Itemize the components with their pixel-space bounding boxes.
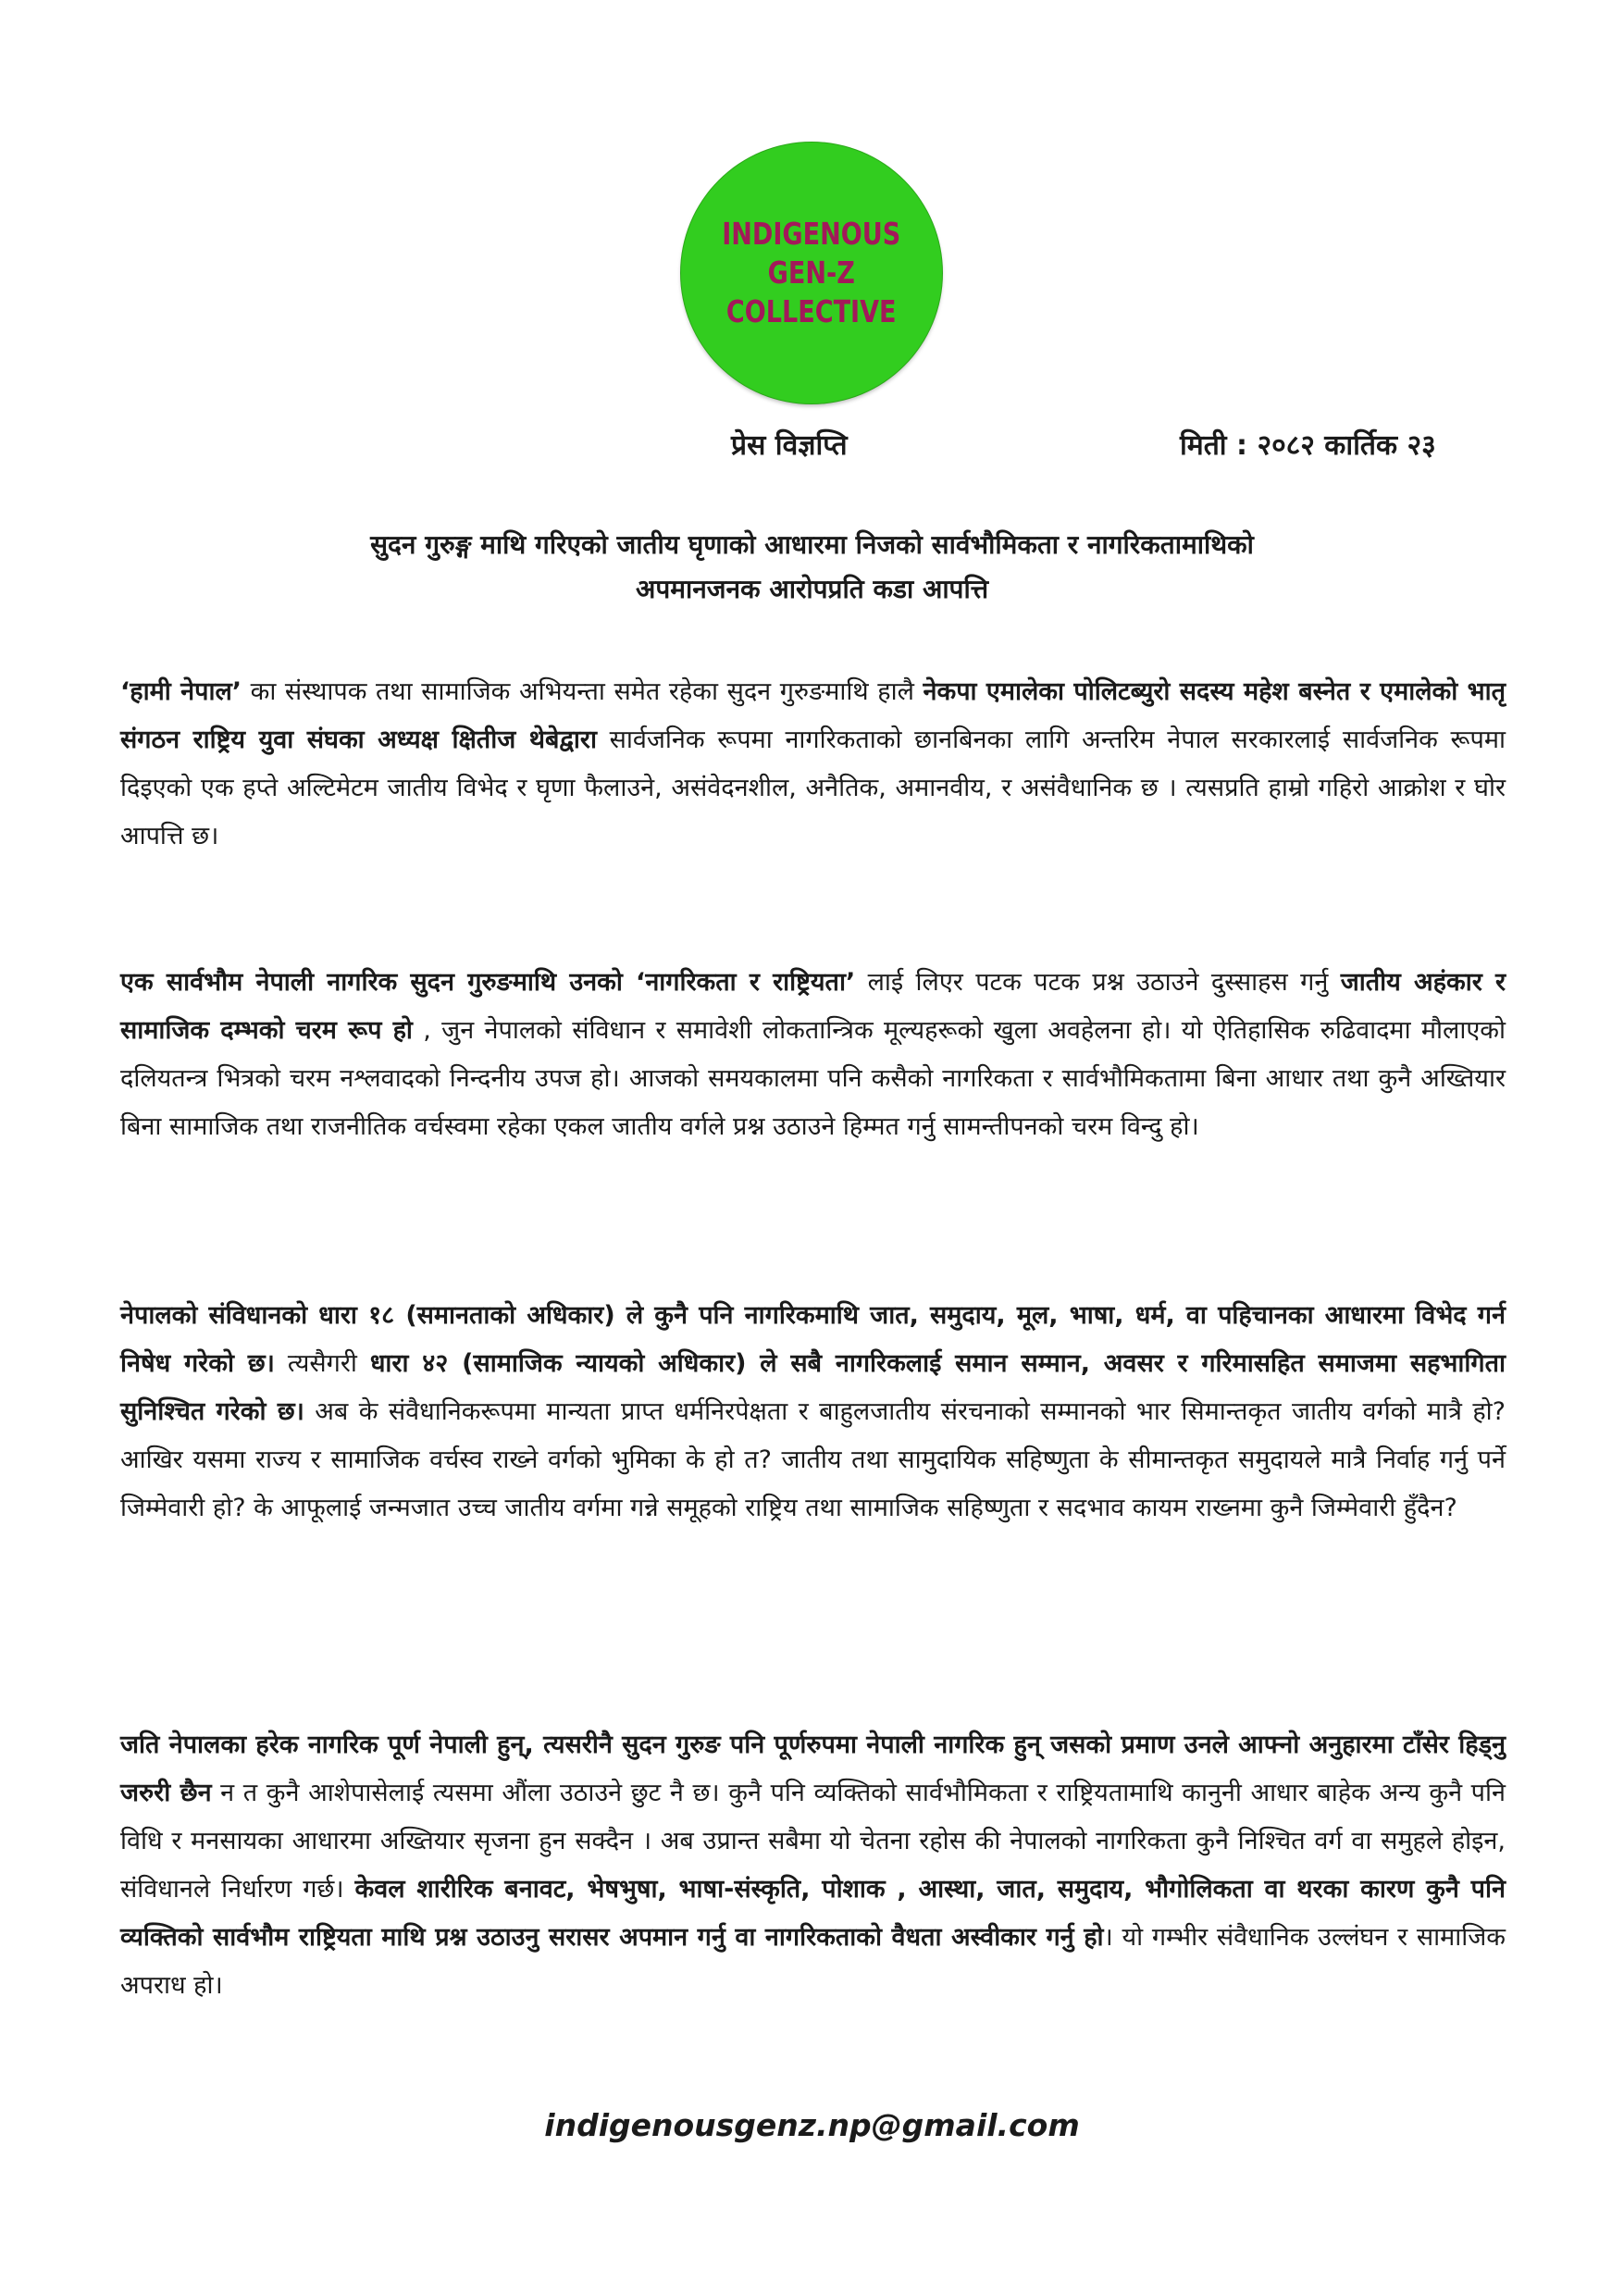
paragraph-1-text-2: सार्वजनिक रूपमा नागरिकताको छानबिनका लागि अन्तरिम नेपाल सरकारलाई सार्वजनिक रूपमा दिइएको एक हप्ते अल्टिमेटम जातीय विभेद र घृणा फैलाउने, असंवेदनशील, अनैतिक, अमानवीय, र असंवैधानिक छ । त्यसप्रति हाम्रो गहिरो आक्रोश र घोर आपत्ति छ। xyxy=(120,726,1506,850)
paragraph-2 xyxy=(120,959,1506,1151)
paragraph-3-bold-2: धारा ४२ (सामाजिक न्यायको अधिकार) ले सबै नागरिकलाई समान सम्मान, अवसर र गरिमासहित समाजमा सहभागिता सुनिश्चित गरेको छ। xyxy=(120,1349,1506,1426)
paragraph-1-bold-2: नेकपा एमालेका पोलिटब्युरो सदस्य महेश बस्नेत र एमालेको भातृ संगठन राष्ट्रिय युवा संघका अध्यक्ष क्षितीज थेबेद्वारा xyxy=(120,677,1506,754)
paragraph-2-text-2: , जुन नेपालको संविधान र समावेशी लोकतान्त्रिक मूल्यहरूको खुला अवहेलना हो। यो ऐतिहासिक रुढिवादमा मौलाएको दलियतन्त्र भित्रको चरम नश्लवादको निन्दनीय उपज हो। आजको समयकालमा पनि कसैको नागरिकता र सार्वभौमिकतामा बिना आधार तथा कुनै अख्तियार बिना सामाजिक तथा राजनीतिक वर्चस्वमा रहेका एकल जातीय वर्गले प्रश्न उठाउने हिम्मत गर्नु सामन्तीपनको चरम विन्दु हो। xyxy=(120,1016,1506,1141)
paragraph-1-text-1: का संस्थापक तथा सामाजिक अभियन्ता समेत रहेका सुदन गुरुङमाथि हालै xyxy=(242,677,924,706)
contact-email[interactable]: indigenousgenz.np@gmail.com xyxy=(544,2107,1080,2143)
logo-line-1: INDIGENOUS xyxy=(722,216,901,252)
paragraph-1 xyxy=(120,668,1506,861)
paragraph-3-text-2: अब के संवैधानिकरूपमा मान्यता प्राप्त धर्मनिरपेक्षता र बाहुलजातीय संरचनाको सम्मानको भार सिमान्तकृत जातीय वर्गको मात्रै हो? आखिर यसमा राज्य र सामाजिक वर्चस्व राख्ने वर्गको भुमिका के हो त? जातीय तथा सामुदायिक सहिष्णुता के सीमान्तकृत समुदायले मात्रै निर्वाह गर्नु पर्ने जिम्मेवारी हो? के आफूलाई जन्मजात उच्च जातीय वर्गमा गन्ने समूहको राष्ट्रिय तथा सामाजिक सहिष्णुता र सदभाव कायम राख्नमा कुनै जिम्मेवारी हुँदैन? xyxy=(120,1397,1506,1522)
paragraph-1-bold-1: ‘हामी नेपाल’ xyxy=(120,677,242,706)
paragraph-2-text-1: लाई लिएर पटक पटक प्रश्न उठाउने दुस्साहस गर्नु xyxy=(855,968,1341,997)
paragraph-4-text-2: । यो गम्भीर संवैधानिक उल्लंघन र सामाजिक अपराध हो। xyxy=(120,1923,1506,2000)
logo-line-2: GEN-Z xyxy=(767,254,856,291)
press-release-label: प्रेस विज्ञप्ति xyxy=(731,429,848,462)
paragraph-4-bold-2: केवल शारीरिक बनावट, भेषभुषा, भाषा-संस्कृति, पोशाक , आस्था, जात, समुदाय, भौगोलिकता वा थरका कारण कुनै पनि व्यक्तिको सार्वभौम राष्ट्रियता माथि प्रश्न उठाउनु सरासर अपमान गर्नु वा नागरिकताको वैधता अस्वीकार गर्नु हो xyxy=(120,1875,1506,1952)
paragraph-4-text-1: न त कुनै आशेपासेलाई त्यसमा औंला उठाउने छुट नै छ। कुनै पनि व्यक्तिको सार्वभौमिकता र राष्ट्रियतामाथि कानुनी आधार बाहेक अन्य कुनै पनि विधि र मनसायका आधारमा अख्तियार सृजना हुन सक्दैन । अब उप्रान्त सबैमा यो चेतना रहोस की नेपालको नागरिकता कुनै निश्चित वर्ग वा समुहले होइन, संविधानले निर्धारण गर्छ। xyxy=(120,1779,1506,1904)
collective-logo xyxy=(681,143,942,403)
paragraph-3 xyxy=(120,1292,1506,1532)
logo-text xyxy=(722,215,900,331)
logo-line-3: COLLECTIVE xyxy=(726,293,897,329)
page-title xyxy=(120,523,1504,612)
title-line-2: अपमानजनक आरोपप्रति कडा आपत्ति xyxy=(635,574,989,604)
paragraph-2-bold-2: जातीय अहंकार र सामाजिक दम्भको चरम रूप हो xyxy=(120,968,1506,1045)
paragraph-4 xyxy=(120,1721,1506,2010)
release-date: मिती : २०८२ कार्तिक २३ xyxy=(1180,429,1436,462)
paragraph-3-bold-1: नेपालको संविधानको धारा १८ (समानताको अधिकार) ले कुनै पनि नागरिकमाथि जात, समुदाय, मूल, भाषा, धर्म, वा पहिचानका आधारमा विभेद गर्न निषेध गरेको छ। xyxy=(120,1301,1506,1378)
paragraph-2-bold-1: एक सार्वभौम नेपाली नागरिक सुदन गुरुङमाथि उनको ‘नागरिकता र राष्ट्रियता’ xyxy=(120,968,856,997)
title-line-1: सुदन गुरुङ्ग माथि गरिएको जातीय घृणाको आधारमा निजको सार्वभौमिकता र नागरिकतामाथिको xyxy=(370,529,1254,560)
paragraph-4-bold-1: जति नेपालका हरेक नागरिक पूर्ण नेपाली हुन्, त्यसरीनै सुदन गुरुङ पनि पूर्णरुपमा नेपाली नागरिक हुन् जसको प्रमाण उनले आफ्नो अनुहारमा टाँसेर हिड्नु जरुरी छैन xyxy=(120,1731,1506,1807)
paragraph-3-text-1: त्यसैगरी xyxy=(274,1349,370,1378)
